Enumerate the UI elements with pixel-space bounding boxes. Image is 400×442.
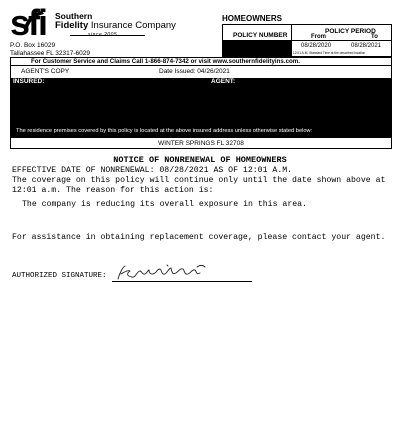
policy-type: HOMEOWNERS	[222, 14, 282, 23]
policy-to-date: 08/28/2021	[351, 43, 382, 49]
residence-note-bar	[10, 127, 392, 137]
policy-number-redacted	[223, 41, 291, 57]
residence-address: WINTER SPRINGS FL 32708	[158, 140, 244, 147]
policy-time-note: 12:01 A.M. Standard Time at the described location	[293, 51, 366, 55]
assistance-note: For assistance in obtaining replacement coverage, please contact your agent.	[12, 233, 386, 242]
address-line2: Tallahassee FL 32317-6029	[10, 49, 90, 57]
residence-note: The residence premises covered by this policy is located at the above insured address unless otherwise stated below:	[16, 128, 313, 134]
notice-title: NOTICE OF NONRENEWAL OF HOMEOWNERS	[113, 155, 287, 165]
policy-to-label: To	[371, 34, 378, 40]
policy-from-date: 08/28/2020	[301, 43, 332, 49]
policy-from-label: From	[311, 34, 326, 40]
signature-line	[112, 281, 252, 282]
logo-sfi: sfi	[10, 2, 47, 43]
nonrenewal-reason: The company is reducing its overall exposure in this area.	[22, 200, 307, 209]
customer-service-text: For Customer Service and Claims Call 1-866-874-7342 or visit www.southernfidelityins.com.	[31, 58, 301, 65]
insured-agent-bar	[10, 78, 392, 86]
company-logo	[10, 2, 176, 47]
logo-since: since 2005	[88, 32, 118, 38]
address-line1: P.O. Box 16029	[10, 42, 56, 49]
insured-label: INSURED:	[13, 78, 45, 85]
policy-period-label: POLICY PERIOD	[325, 28, 376, 35]
insured-info-redacted	[10, 86, 392, 127]
date-issued: Date Issued: 04/26/2021	[159, 68, 230, 75]
policy-number-label: POLICY NUMBER	[233, 32, 288, 39]
residence-address-box	[10, 137, 392, 149]
policy-box	[222, 24, 392, 57]
signature-label: AUTHORIZED SIGNATURE:	[12, 272, 107, 280]
company-address	[10, 42, 90, 57]
logo-name-line1: Southern	[55, 11, 93, 21]
logo-name-line2: Fidelity Insurance Company	[55, 20, 176, 31]
agents-copy-label: AGENT'S COPY	[21, 68, 70, 75]
customer-service-bar	[10, 57, 392, 66]
agent-label: AGENT:	[211, 78, 236, 85]
coverage-statement: The coverage on this policy will continue only until the date shown above at 12:01 a.m. The reason for this action is:	[12, 176, 386, 195]
copy-row	[10, 66, 392, 78]
effective-date: EFFECTIVE DATE OF NONRENEWAL: 08/28/2021 AS OF 12:01 A.M.	[12, 166, 293, 175]
